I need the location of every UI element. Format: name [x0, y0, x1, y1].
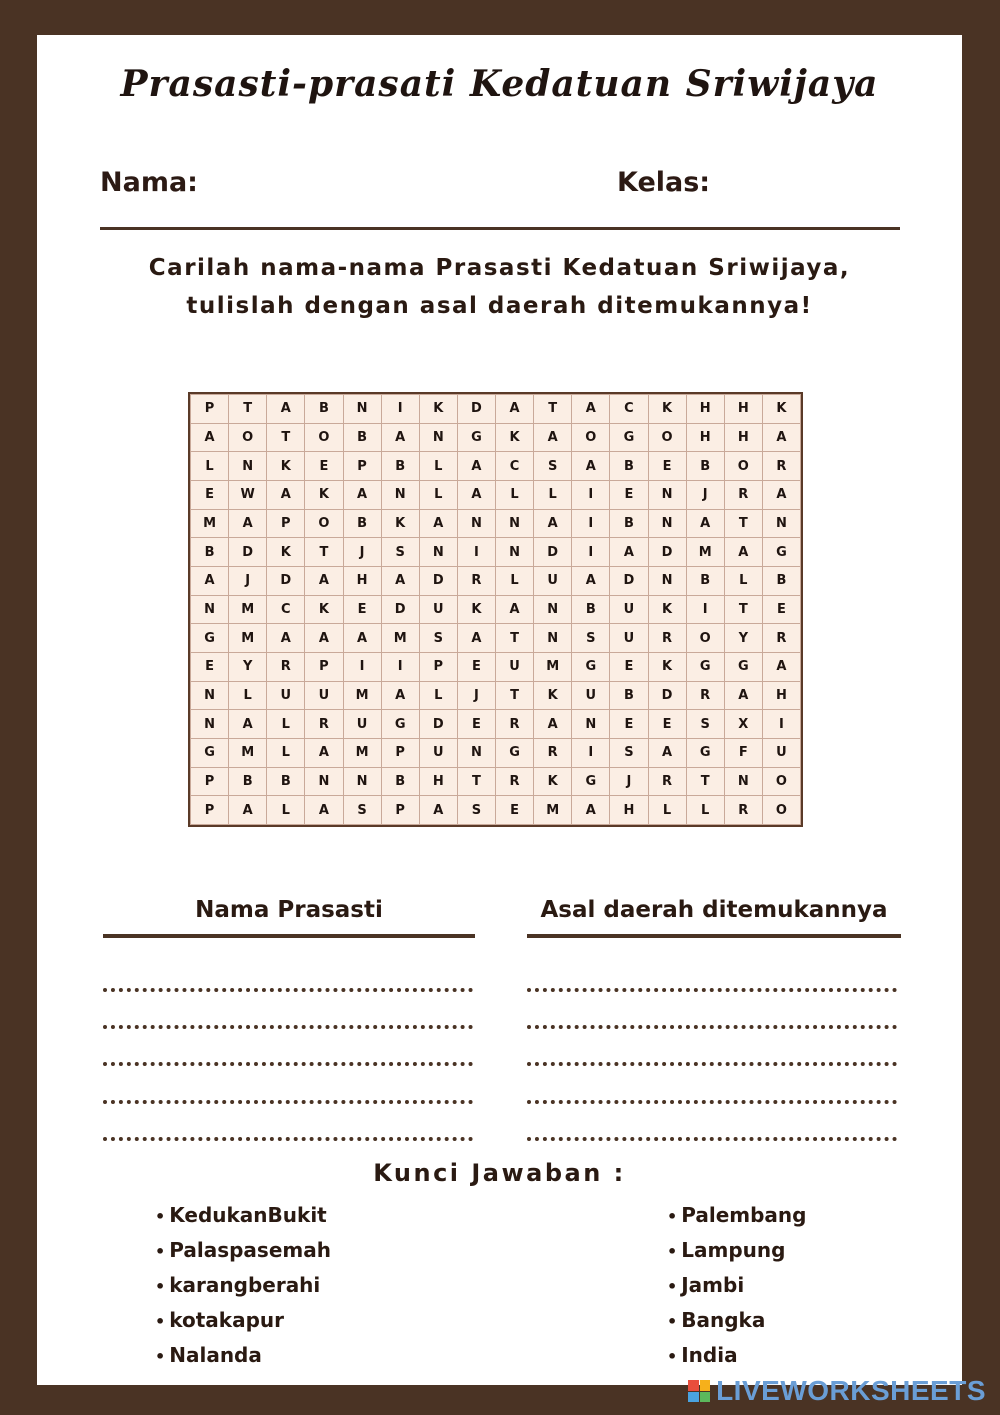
grid-cell[interactable]: A [610, 538, 648, 567]
nama-answer-line-2[interactable] [103, 1025, 473, 1029]
grid-cell[interactable]: N [572, 710, 610, 739]
grid-cell[interactable]: G [381, 710, 419, 739]
grid-cell[interactable]: E [648, 710, 686, 739]
grid-cell[interactable]: K [496, 423, 534, 452]
answer-name-item: • KedukanBukit [155, 1198, 331, 1233]
grid-row [191, 395, 801, 424]
asal-daerah-rule [527, 934, 901, 938]
grid-cell[interactable]: A [305, 796, 343, 825]
grid-cell[interactable]: H [724, 395, 762, 424]
instruction-line-2: tulislah dengan asal daerah ditemukannya! [186, 293, 813, 319]
grid-cell[interactable]: A [534, 710, 572, 739]
grid-cell[interactable]: N [496, 509, 534, 538]
grid-cell[interactable]: O [572, 423, 610, 452]
grid-cell[interactable]: H [724, 423, 762, 452]
grid-cell[interactable]: N [648, 509, 686, 538]
grid-cell[interactable]: P [191, 767, 229, 796]
grid-cell[interactable]: B [343, 423, 381, 452]
grid-cell[interactable]: R [267, 652, 305, 681]
grid-cell[interactable]: B [267, 767, 305, 796]
grid-cell[interactable]: K [419, 395, 457, 424]
grid-cell[interactable]: B [610, 509, 648, 538]
grid-cell[interactable]: U [343, 710, 381, 739]
grid-cell[interactable]: N [648, 566, 686, 595]
grid-row [191, 595, 801, 624]
grid-cell[interactable]: U [419, 595, 457, 624]
word-search-grid [188, 392, 803, 827]
grid-cell[interactable]: E [610, 710, 648, 739]
grid-cell[interactable]: K [762, 395, 800, 424]
grid-cell[interactable]: A [191, 423, 229, 452]
nama-prasasti-header: Nama Prasasti [195, 897, 383, 923]
header-divider [100, 227, 900, 230]
grid-cell[interactable]: R [762, 452, 800, 481]
grid-cell[interactable]: B [381, 767, 419, 796]
grid-cell[interactable]: G [496, 738, 534, 767]
grid-cell[interactable]: Y [229, 652, 267, 681]
grid-cell[interactable]: A [305, 566, 343, 595]
grid-cell[interactable]: A [724, 538, 762, 567]
grid-cell[interactable]: B [572, 595, 610, 624]
grid-cell[interactable]: U [496, 652, 534, 681]
grid-cell[interactable]: L [686, 796, 724, 825]
grid-cell[interactable]: E [191, 652, 229, 681]
grid-cell[interactable]: J [457, 681, 495, 710]
grid-cell[interactable]: O [648, 423, 686, 452]
grid-cell[interactable]: T [305, 538, 343, 567]
grid-cell[interactable]: S [419, 624, 457, 653]
grid-cell[interactable]: H [686, 423, 724, 452]
grid-cell[interactable]: R [648, 767, 686, 796]
grid-cell[interactable]: A [381, 566, 419, 595]
grid-cell[interactable]: N [191, 710, 229, 739]
grid-cell[interactable]: I [572, 738, 610, 767]
grid-cell[interactable]: U [534, 566, 572, 595]
grid-cell[interactable]: R [457, 566, 495, 595]
answer-place-item: • Jambi [667, 1268, 806, 1303]
answer-place-item: • Palembang [667, 1198, 806, 1233]
kelas-label: Kelas: [617, 167, 711, 198]
nama-answer-line-5[interactable] [103, 1137, 473, 1141]
grid-cell[interactable]: K [457, 595, 495, 624]
grid-cell[interactable]: N [419, 538, 457, 567]
grid-cell[interactable]: P [267, 509, 305, 538]
grid-cell[interactable]: T [686, 767, 724, 796]
grid-cell[interactable]: N [191, 595, 229, 624]
grid-cell[interactable]: L [648, 796, 686, 825]
grid-cell[interactable]: H [610, 796, 648, 825]
grid-cell[interactable]: N [191, 681, 229, 710]
grid-cell[interactable]: T [457, 767, 495, 796]
grid-row [191, 423, 801, 452]
grid-cell[interactable]: P [381, 796, 419, 825]
answer-key-names [155, 1198, 331, 1373]
grid-cell[interactable]: Y [724, 624, 762, 653]
grid-cell[interactable]: H [686, 395, 724, 424]
grid-cell[interactable]: K [267, 452, 305, 481]
asal-answer-line-2[interactable] [527, 1025, 897, 1029]
grid-cell[interactable]: T [267, 423, 305, 452]
grid-cell[interactable]: A [457, 480, 495, 509]
grid-cell[interactable]: L [267, 710, 305, 739]
grid-row [191, 796, 801, 825]
grid-cell[interactable]: F [724, 738, 762, 767]
grid-cell[interactable]: W [229, 480, 267, 509]
grid-cell[interactable]: J [343, 538, 381, 567]
grid-cell[interactable]: B [762, 566, 800, 595]
grid-cell[interactable]: H [343, 566, 381, 595]
grid-cell[interactable]: B [610, 452, 648, 481]
grid-cell[interactable]: N [457, 509, 495, 538]
grid-cell[interactable]: E [762, 595, 800, 624]
grid-cell[interactable]: U [610, 595, 648, 624]
grid-cell[interactable]: X [724, 710, 762, 739]
grid-cell[interactable]: L [267, 796, 305, 825]
grid-cell[interactable]: L [496, 480, 534, 509]
grid-row [191, 624, 801, 653]
grid-cell[interactable]: N [534, 595, 572, 624]
grid-cell[interactable]: G [191, 738, 229, 767]
grid-cell[interactable]: P [381, 738, 419, 767]
grid-cell[interactable]: K [534, 681, 572, 710]
grid-cell[interactable]: L [419, 681, 457, 710]
grid-cell[interactable]: G [572, 767, 610, 796]
grid-cell[interactable]: J [686, 480, 724, 509]
grid-cell[interactable]: A [381, 423, 419, 452]
grid-cell[interactable]: U [610, 624, 648, 653]
nama-prasasti-rule [103, 934, 475, 938]
grid-cell[interactable]: T [229, 395, 267, 424]
worksheet-title: Prasasti-prasati Kedatuan Sriwijaya [120, 63, 879, 105]
grid-cell[interactable]: M [381, 624, 419, 653]
grid-cell[interactable]: L [534, 480, 572, 509]
grid-row [191, 681, 801, 710]
grid-cell[interactable]: R [305, 710, 343, 739]
grid-cell[interactable]: O [305, 509, 343, 538]
grid-row [191, 767, 801, 796]
grid-row [191, 710, 801, 739]
grid-cell[interactable]: A [496, 395, 534, 424]
grid-cell[interactable]: N [381, 480, 419, 509]
grid-cell[interactable]: H [762, 681, 800, 710]
grid-cell[interactable]: K [305, 595, 343, 624]
grid-cell[interactable]: P [419, 652, 457, 681]
grid-cell[interactable]: L [229, 681, 267, 710]
grid-cell[interactable]: C [610, 395, 648, 424]
grid-cell[interactable]: K [305, 480, 343, 509]
grid-cell[interactable]: B [305, 395, 343, 424]
grid-cell[interactable]: K [648, 595, 686, 624]
grid-cell[interactable]: L [267, 738, 305, 767]
answer-key-places [667, 1198, 806, 1373]
grid-cell[interactable]: D [534, 538, 572, 567]
grid-cell[interactable]: L [419, 452, 457, 481]
grid-cell[interactable]: N [229, 452, 267, 481]
grid-cell[interactable]: D [419, 710, 457, 739]
grid-cell[interactable]: S [610, 738, 648, 767]
grid-cell[interactable]: D [457, 395, 495, 424]
grid-cell[interactable]: I [572, 480, 610, 509]
grid-cell[interactable]: O [762, 796, 800, 825]
grid-cell[interactable]: T [496, 681, 534, 710]
grid-cell[interactable]: J [610, 767, 648, 796]
grid-cell[interactable]: M [229, 624, 267, 653]
grid-cell[interactable]: G [724, 652, 762, 681]
grid-cell[interactable]: I [457, 538, 495, 567]
grid-cell[interactable]: R [496, 767, 534, 796]
grid-cell[interactable]: P [343, 452, 381, 481]
grid-cell[interactable]: B [191, 538, 229, 567]
grid-cell[interactable]: U [267, 681, 305, 710]
answer-name-item: • Palaspasemah [155, 1233, 331, 1268]
grid-cell[interactable]: N [724, 767, 762, 796]
grid-cell[interactable]: G [610, 423, 648, 452]
answer-place-item: • Lampung [667, 1233, 806, 1268]
grid-cell[interactable]: G [762, 538, 800, 567]
grid-cell[interactable]: E [496, 796, 534, 825]
grid-cell[interactable]: K [534, 767, 572, 796]
nama-label: Nama: [100, 167, 198, 198]
grid-row [191, 738, 801, 767]
asal-daerah-header: Asal daerah ditemukannya [540, 897, 888, 923]
grid-cell[interactable]: R [534, 738, 572, 767]
grid-cell[interactable]: E [648, 452, 686, 481]
grid-cell[interactable]: T [724, 595, 762, 624]
grid-cell[interactable]: D [381, 595, 419, 624]
grid-cell[interactable]: U [572, 681, 610, 710]
grid-cell[interactable]: S [343, 796, 381, 825]
grid-cell[interactable]: K [267, 538, 305, 567]
grid-cell[interactable]: L [496, 566, 534, 595]
grid-cell[interactable]: E [305, 452, 343, 481]
grid-cell[interactable]: A [762, 652, 800, 681]
grid-cell[interactable]: H [419, 767, 457, 796]
grid-cell[interactable]: I [686, 595, 724, 624]
grid-cell[interactable]: N [496, 538, 534, 567]
grid-cell[interactable]: E [191, 480, 229, 509]
grid-row [191, 652, 801, 681]
grid-cell[interactable]: A [496, 595, 534, 624]
grid-cell[interactable]: J [229, 566, 267, 595]
grid-cell[interactable]: N [648, 480, 686, 509]
grid-cell[interactable]: D [610, 566, 648, 595]
grid-cell[interactable]: A [343, 624, 381, 653]
grid-cell[interactable]: N [457, 738, 495, 767]
grid-cell[interactable]: T [534, 395, 572, 424]
grid-cell[interactable]: K [381, 509, 419, 538]
grid-cell[interactable]: P [305, 652, 343, 681]
grid-cell[interactable]: A [305, 738, 343, 767]
grid-row [191, 480, 801, 509]
word-search-table [190, 394, 801, 825]
grid-cell[interactable]: C [267, 595, 305, 624]
grid-cell[interactable]: B [343, 509, 381, 538]
liveworksheets-watermark[interactable] [688, 1377, 986, 1405]
grid-cell[interactable]: A [648, 738, 686, 767]
grid-cell[interactable]: L [724, 566, 762, 595]
grid-cell[interactable]: A [419, 796, 457, 825]
grid-cell[interactable]: S [381, 538, 419, 567]
grid-cell[interactable]: A [381, 681, 419, 710]
grid-cell[interactable]: A [305, 624, 343, 653]
grid-cell[interactable]: R [724, 796, 762, 825]
grid-cell[interactable]: R [724, 480, 762, 509]
grid-cell[interactable]: L [419, 480, 457, 509]
watermark-text: LIVEWORKSHEETS [716, 1375, 986, 1406]
grid-cell[interactable]: P [191, 796, 229, 825]
grid-cell[interactable]: A [724, 681, 762, 710]
grid-cell[interactable]: G [572, 652, 610, 681]
grid-cell[interactable]: U [762, 738, 800, 767]
grid-cell[interactable]: A [457, 452, 495, 481]
grid-cell[interactable]: A [572, 796, 610, 825]
grid-cell[interactable]: O [305, 423, 343, 452]
instruction-line-1: Carilah nama-nama Prasasti Kedatuan Sriwijaya, [148, 255, 851, 281]
grid-cell[interactable]: E [610, 652, 648, 681]
grid-cell[interactable]: B [686, 566, 724, 595]
grid-cell[interactable]: E [457, 652, 495, 681]
grid-cell[interactable]: A [572, 395, 610, 424]
grid-cell[interactable]: A [191, 566, 229, 595]
grid-cell[interactable]: A [229, 509, 267, 538]
grid-cell[interactable]: A [267, 480, 305, 509]
grid-cell[interactable]: A [572, 566, 610, 595]
grid-row [191, 509, 801, 538]
grid-cell[interactable]: S [572, 624, 610, 653]
grid-cell[interactable]: L [191, 452, 229, 481]
grid-cell[interactable]: O [229, 423, 267, 452]
grid-cell[interactable]: M [534, 796, 572, 825]
grid-cell[interactable]: E [457, 710, 495, 739]
grid-cell[interactable]: I [762, 710, 800, 739]
nama-answer-line-1[interactable] [103, 988, 473, 992]
grid-cell[interactable]: A [457, 624, 495, 653]
grid-cell[interactable]: A [267, 624, 305, 653]
grid-cell[interactable]: G [686, 652, 724, 681]
grid-cell[interactable]: S [457, 796, 495, 825]
grid-cell[interactable]: E [343, 595, 381, 624]
grid-cell[interactable]: C [496, 452, 534, 481]
grid-cell[interactable]: G [191, 624, 229, 653]
worksheet-page [37, 35, 962, 1385]
grid-row [191, 538, 801, 567]
grid-cell[interactable]: A [229, 796, 267, 825]
grid-cell[interactable]: R [496, 710, 534, 739]
grid-cell[interactable]: S [686, 710, 724, 739]
grid-cell[interactable]: A [572, 452, 610, 481]
grid-cell[interactable]: G [686, 738, 724, 767]
grid-cell[interactable]: A [762, 423, 800, 452]
grid-cell[interactable]: N [343, 767, 381, 796]
grid-cell[interactable]: K [648, 652, 686, 681]
answer-place-item: • India [667, 1338, 806, 1373]
grid-cell[interactable]: P [191, 395, 229, 424]
grid-cell[interactable]: I [381, 652, 419, 681]
grid-cell[interactable]: M [191, 509, 229, 538]
asal-answer-line-3[interactable] [527, 1062, 897, 1066]
grid-cell[interactable]: M [343, 738, 381, 767]
grid-cell[interactable]: D [419, 566, 457, 595]
grid-cell[interactable]: M [534, 652, 572, 681]
grid-cell[interactable]: G [457, 423, 495, 452]
grid-cell[interactable]: M [229, 738, 267, 767]
grid-cell[interactable]: A [267, 395, 305, 424]
grid-cell[interactable]: B [686, 452, 724, 481]
liveworksheets-logo-icon [688, 1380, 710, 1402]
grid-cell[interactable]: R [762, 624, 800, 653]
grid-cell[interactable]: M [229, 595, 267, 624]
grid-cell[interactable]: R [648, 624, 686, 653]
grid-cell[interactable]: T [496, 624, 534, 653]
nama-answer-line-4[interactable] [103, 1100, 473, 1104]
grid-cell[interactable]: O [724, 452, 762, 481]
nama-answer-line-3[interactable] [103, 1062, 473, 1066]
grid-cell[interactable]: A [686, 509, 724, 538]
grid-cell[interactable]: B [381, 452, 419, 481]
grid-cell[interactable]: A [534, 423, 572, 452]
grid-cell[interactable]: S [534, 452, 572, 481]
grid-cell[interactable]: D [229, 538, 267, 567]
grid-cell[interactable]: I [381, 395, 419, 424]
grid-cell[interactable]: B [229, 767, 267, 796]
grid-cell[interactable]: A [343, 480, 381, 509]
grid-row [191, 452, 801, 481]
grid-cell[interactable]: D [648, 681, 686, 710]
grid-cell[interactable]: U [305, 681, 343, 710]
grid-cell[interactable]: N [305, 767, 343, 796]
grid-cell[interactable]: U [419, 738, 457, 767]
grid-cell[interactable]: M [343, 681, 381, 710]
answer-place-item: • Bangka [667, 1303, 806, 1338]
grid-cell[interactable]: K [648, 395, 686, 424]
grid-cell[interactable]: E [610, 480, 648, 509]
grid-cell[interactable]: M [686, 538, 724, 567]
asal-answer-line-5[interactable] [527, 1137, 897, 1141]
answer-name-item: • karangberahi [155, 1268, 331, 1303]
asal-answer-line-4[interactable] [527, 1100, 897, 1104]
grid-cell[interactable]: O [686, 624, 724, 653]
grid-cell[interactable]: I [572, 509, 610, 538]
grid-cell[interactable]: A [419, 509, 457, 538]
grid-cell[interactable]: A [534, 509, 572, 538]
grid-cell[interactable]: I [343, 652, 381, 681]
answer-name-item: • kotakapur [155, 1303, 331, 1338]
grid-cell[interactable]: R [686, 681, 724, 710]
grid-cell[interactable]: T [724, 509, 762, 538]
grid-cell[interactable]: N [419, 423, 457, 452]
grid-cell[interactable]: N [762, 509, 800, 538]
answer-name-item: • Nalanda [155, 1338, 331, 1373]
grid-cell[interactable]: B [610, 681, 648, 710]
grid-row [191, 566, 801, 595]
grid-cell[interactable]: D [267, 566, 305, 595]
grid-cell[interactable]: N [343, 395, 381, 424]
grid-cell[interactable]: A [762, 480, 800, 509]
grid-cell[interactable]: O [762, 767, 800, 796]
grid-cell[interactable]: I [572, 538, 610, 567]
grid-cell[interactable]: A [229, 710, 267, 739]
grid-cell[interactable]: N [534, 624, 572, 653]
grid-cell[interactable]: D [648, 538, 686, 567]
instruction-text [37, 249, 962, 325]
answer-key-title: Kunci Jawaban : [373, 1159, 626, 1187]
asal-answer-line-1[interactable] [527, 988, 897, 992]
